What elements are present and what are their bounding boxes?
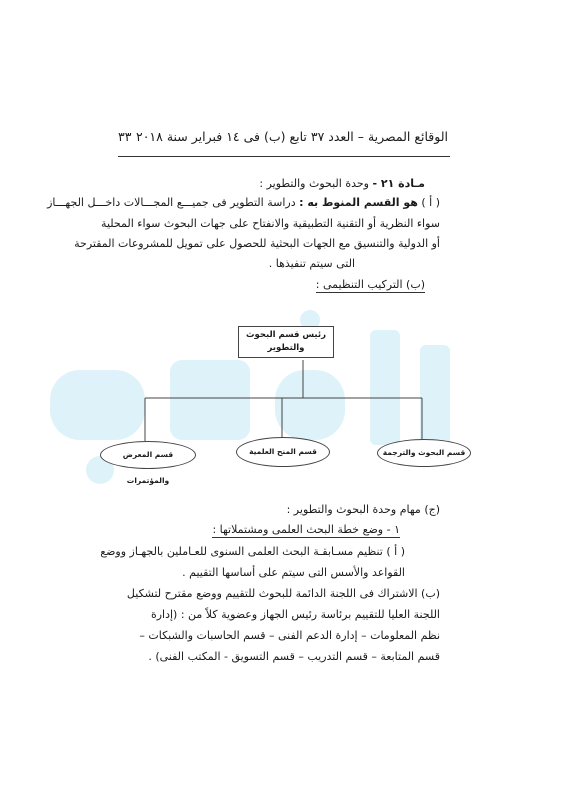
- section-c-b-line-2: اللجنة العليا للتقييم برئاسة رئيس الجهاز وعضوية كلاً من : (إدارة: [150, 608, 440, 621]
- org-child-research-translation: قسم البحوث والترجمة: [377, 439, 471, 467]
- section-c-b-line-3: نظم المعلومات – إدارة الدعم الفنى – قسم الحاسبات والشبكات –: [139, 629, 440, 642]
- section-a-line-1: ( أ ) هو القسم المنوط به : دراسة التطوير فى جميـــع المجـــالات داخـــل الجهـــاز: [47, 196, 440, 209]
- section-c-heading: (ج) مهام وحدة البحوث والتطوير :: [286, 503, 440, 516]
- page-header: [118, 129, 448, 144]
- section-c-a-line-1: ( أ ) تنظيم مسـابقـة البحث العلمى السنوى للعـاملين بالجهـاز ووضع: [100, 545, 405, 558]
- section-a-line-2: سواء النظرية أو التقنية التطبيقية والانفتاح على جهات البحوث سواء المحلية: [101, 217, 440, 230]
- org-root-box: رئيس قسم البحوث والتطوير: [238, 326, 334, 358]
- section-c-item-1: ١ - وضع خطة البحث العلمى ومشتملاتها :: [212, 523, 400, 536]
- org-child-scientific-grants: قسم المنح العلمية: [236, 437, 330, 467]
- section-c-b-line-4: قسم المتابعة – قسم التدريب – قسم التسويق - المكتب الفنى) .: [148, 650, 440, 663]
- article-heading: مـادة ٢١ - وحدة البحوث والتطوير :: [259, 177, 425, 190]
- section-b-heading: (ب) التركيب التنظيمى :: [315, 278, 425, 291]
- header-title: الوقائع المصرية – العدد ٣٧ تابع (ب) فى ١٤ فبراير سنة ٢٠١٨: [135, 129, 448, 144]
- org-chart: [100, 318, 470, 485]
- header-divider: [118, 156, 450, 157]
- org-child-exhibitions-conferences: قسم المعرض والمؤتمرات: [100, 441, 196, 469]
- section-a-line-4: التى سيتم تنفيذها .: [268, 257, 355, 270]
- section-c-b-line-1: (ب) الاشتراك فى اللجنة الدائمة للبحوث للتقييم ووضع مقترح لتشكيل: [126, 587, 440, 600]
- section-a-line-3: أو الدولية والتنسيق مع الجهات البحثية للحصول على تمويل للمشروعات المقترحة: [74, 237, 440, 250]
- page-number: ٣٣: [118, 129, 132, 144]
- section-c-a-line-2: القواعد والأسس التى سيتم على أساسها التقييم .: [182, 566, 405, 579]
